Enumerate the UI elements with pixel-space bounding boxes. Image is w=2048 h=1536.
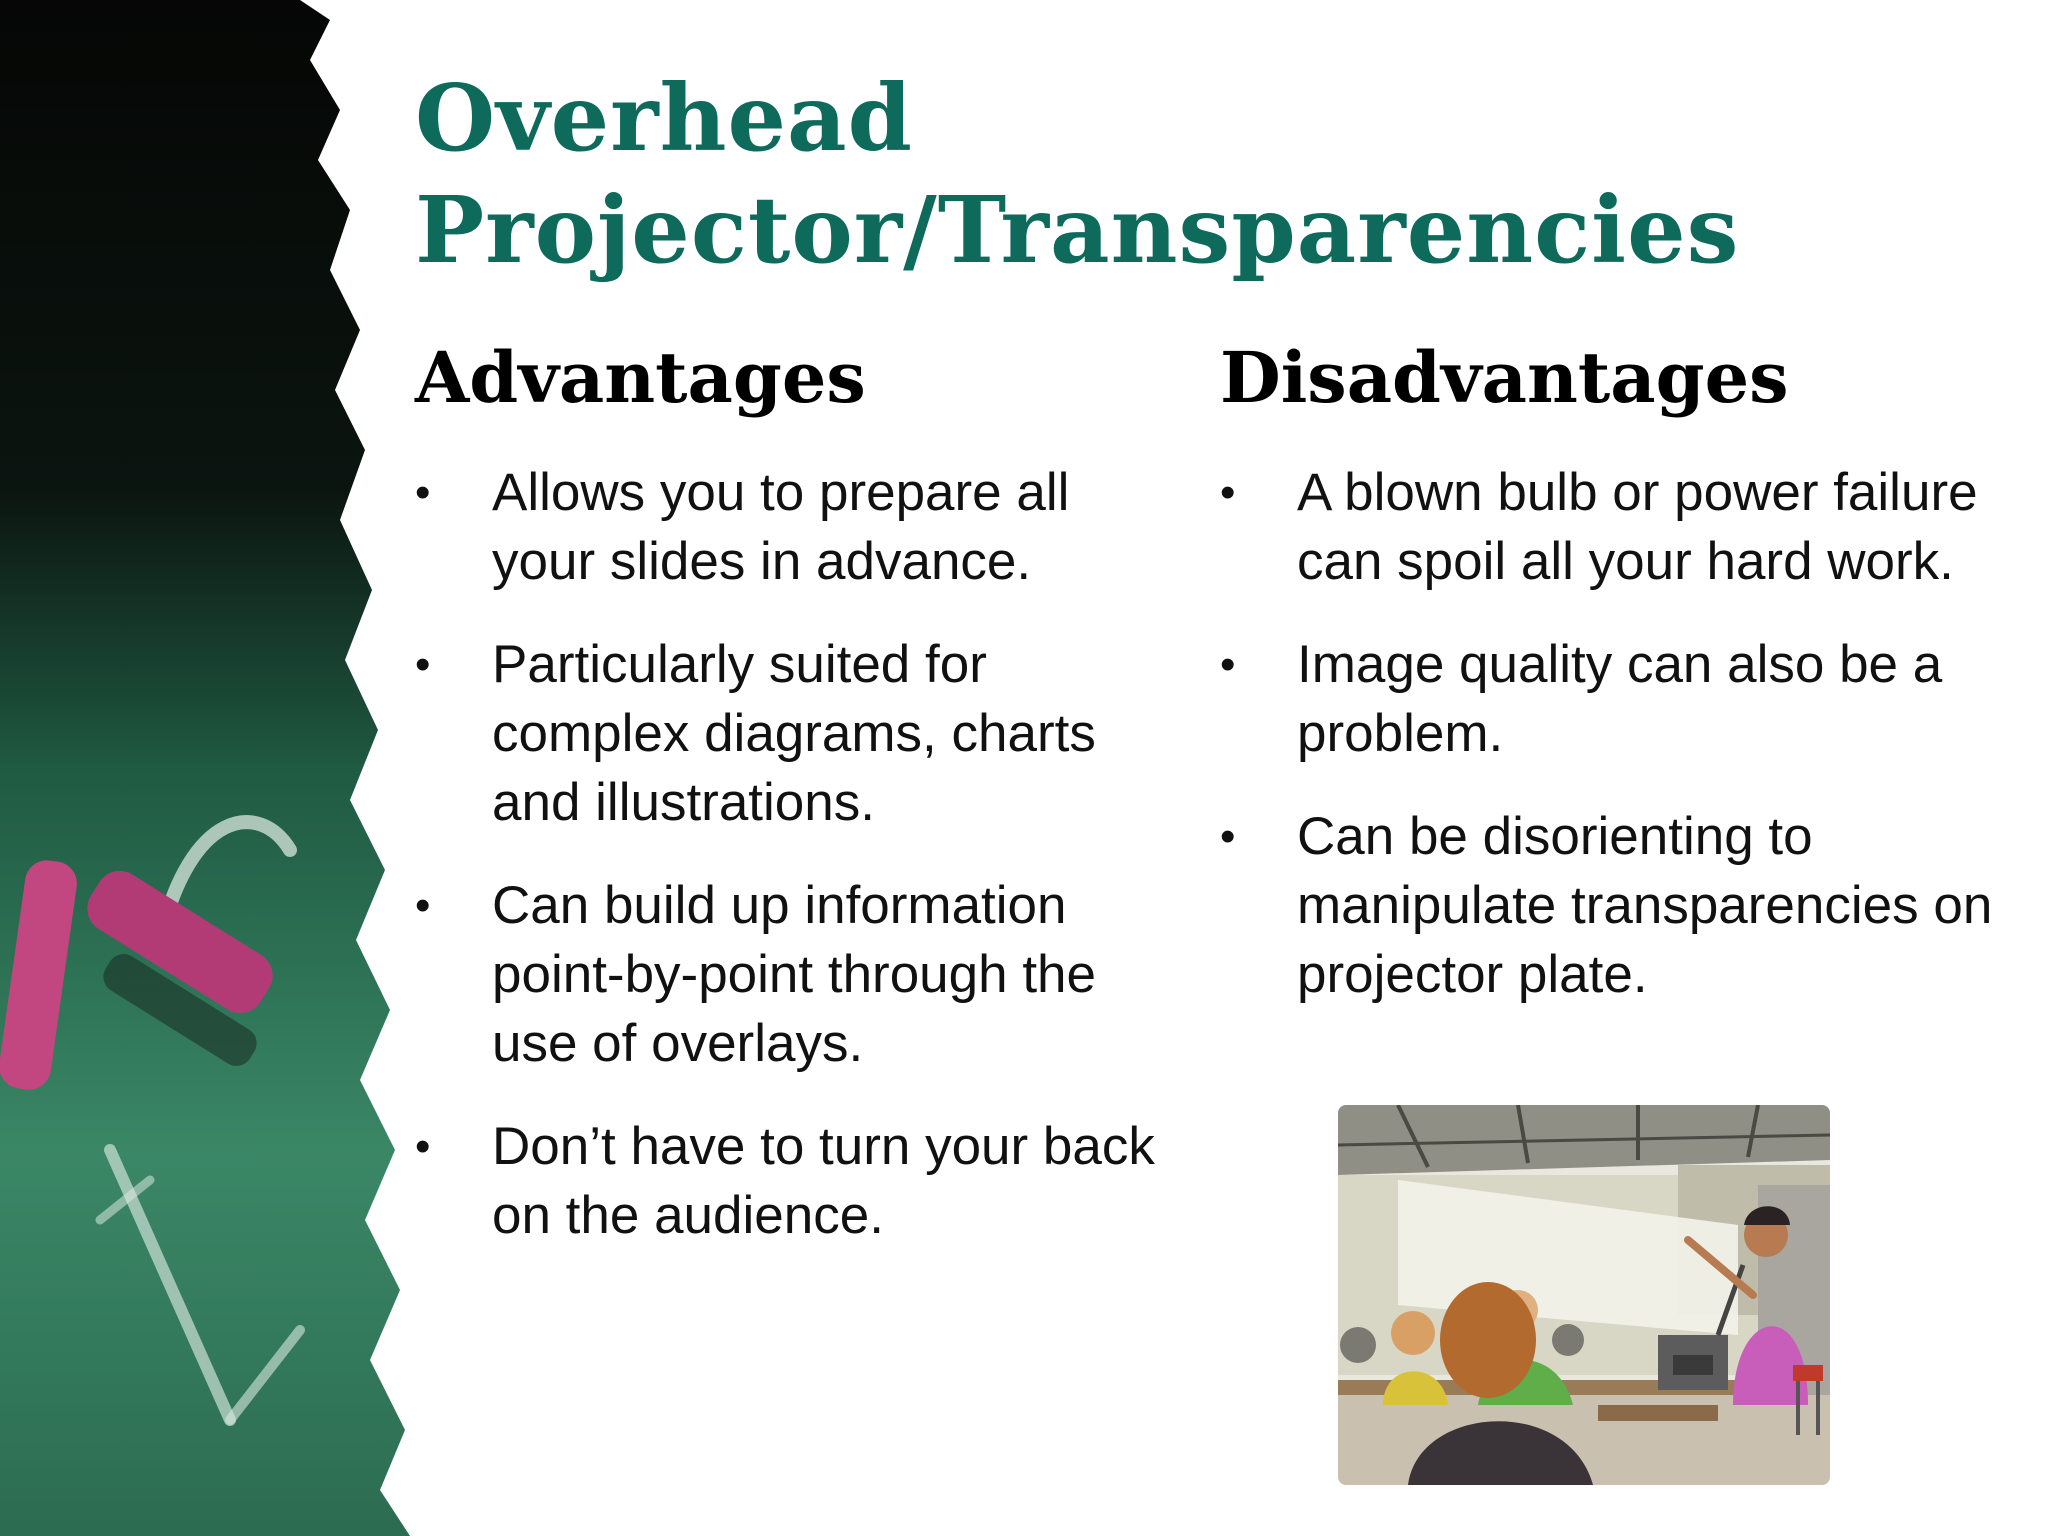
list-item-text: Don’t have to turn your back on the audience. bbox=[492, 1117, 1155, 1245]
disadvantages-heading: Disadvantages bbox=[1220, 336, 1789, 419]
list-item-text: Can build up information point-by-point through the use of overlays. bbox=[492, 876, 1097, 1073]
list-item bbox=[1220, 802, 2010, 1009]
bullet-icon: • bbox=[415, 640, 431, 689]
list-item bbox=[1220, 458, 2010, 596]
bullet-icon: • bbox=[1220, 812, 1236, 861]
list-item bbox=[1220, 630, 2010, 768]
list-item bbox=[415, 871, 1175, 1078]
disadvantages-list bbox=[1220, 458, 2010, 1043]
list-item bbox=[415, 1112, 1175, 1250]
chalkboard-image bbox=[0, 0, 420, 1536]
list-item-text: Image quality can also be a problem. bbox=[1297, 635, 1943, 763]
list-item-text: Particularly suited for complex diagrams, charts and illustrations. bbox=[492, 635, 1096, 832]
bullet-icon: • bbox=[1220, 640, 1236, 689]
bullet-icon: • bbox=[415, 1122, 431, 1171]
list-item-text: Can be disorienting to manipulate transparencies on projector plate. bbox=[1297, 807, 1993, 1004]
classroom-clipart-image bbox=[1338, 1105, 1830, 1485]
list-item bbox=[415, 458, 1175, 596]
list-item bbox=[415, 630, 1175, 837]
bullet-icon: • bbox=[415, 468, 431, 517]
bullet-icon: • bbox=[1220, 468, 1236, 517]
list-item-text: Allows you to prepare all your slides in advance. bbox=[492, 463, 1070, 591]
advantages-list bbox=[415, 458, 1175, 1284]
bullet-icon: • bbox=[415, 881, 431, 930]
list-item-text: A blown bulb or power failure can spoil all your hard work. bbox=[1297, 463, 1978, 591]
advantages-heading: Advantages bbox=[415, 336, 866, 419]
slide-title: Overhead Projector/Transparencies bbox=[415, 64, 1740, 284]
